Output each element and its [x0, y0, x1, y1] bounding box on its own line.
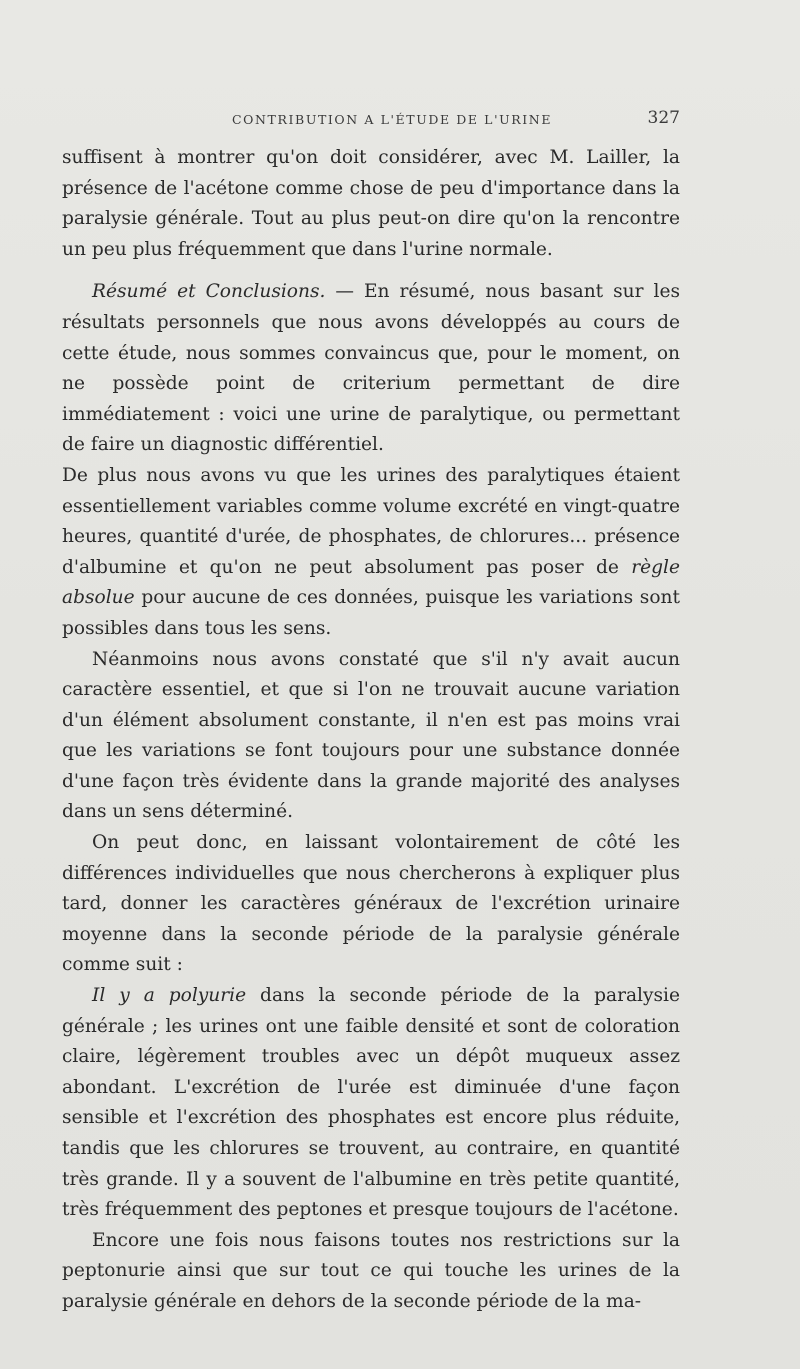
- emphasis-polyurie: Il y a polyurie: [92, 985, 247, 1007]
- paragraph-neanmoins: [62, 645, 680, 829]
- paragraph-text: De plus nous avons vu que les urines des paralytiques étaient essentiellement variables comme volume excrété en vingt-quatre heures, quantité d'urée, de phosphates, de chlorures... présence d'albumine et qu'on ne peut absolument pas poser de: [62, 464, 680, 578]
- paragraph-resume: [62, 277, 680, 461]
- paragraph-text: — En résumé, nous basant sur les résultats personnels que nous avons développés au cours de cette étude, nous sommes convaincus que, pour le moment, on ne possède point de criterium permettant de dire immédiatement : voici une urine de paralytique, ou permettant de faire un diagnostic différentiel.: [62, 281, 681, 456]
- paragraph-variability: [62, 461, 680, 645]
- paragraph-text: Néanmoins nous avons constaté que s'il n'y avait aucun caractère essentiel, et que si l'on ne trouvait aucune variation d'un élément absolument constante, il n'en est pas moins vrai que les variations se font toujours pour une substance donnée d'une façon très évidente dans la grande majorité des analyses dans un sens déterminé.: [62, 648, 680, 823]
- paragraph-text: pour aucune de ces données, puisque les variations sont possibles dans tous les sens.: [62, 587, 680, 639]
- paragraph-general-characters: [62, 828, 680, 981]
- section-heading-resume: Résumé et Conclusions.: [92, 281, 326, 303]
- paragraph-text: Encore une fois nous faisons toutes nos restrictions sur la peptonurie ainsi que sur tout ce qui touche les urines de la paralysie générale en dehors de la seconde période de la ma-: [62, 1229, 680, 1312]
- page-number: 327: [647, 108, 680, 128]
- paragraph-text: suffisent à montrer qu'on doit considérer, avec M. Lailler, la présence de l'acétone comme chose de peu d'importance dans la paralysie générale. Tout au plus peut-on dire qu'on la rencontre un peu plus fréquemment que dans l'urine normale.: [62, 147, 680, 260]
- emphasis-regle-absolue: règle absolue: [62, 556, 680, 609]
- running-head: [62, 108, 680, 132]
- running-title: CONTRIBUTION A L'ÉTUDE DE L'URINE: [232, 112, 553, 127]
- paragraph-text: dans la seconde période de la paralysie générale ; les urines ont une faible densité et sont de coloration claire, légèrement troubles avec un dépôt muqueux assez abondant. L'excrétion de l'urée est diminuée d'une façon sensible et l'excrétion des phosphates est encore plus réduite, tandis que les chlorures se trouvent, au contraire, en quantité très grande. Il y a souvent de l'albumine en très petite quantité, très fréquemment des peptones et presque toujours de l'acétone.: [62, 985, 680, 1221]
- paragraph-text: On peut donc, en laissant volontairement de côté les différences individuelles que nous chercherons à expliquer plus tard, donner les caractères généraux de l'excrétion urinaire moyenne dans la seconde période de la paralysie générale comme suit :: [62, 832, 680, 976]
- paragraph-polyurie: [62, 981, 680, 1226]
- body-text: [62, 143, 680, 1318]
- paragraph-acetone-conclusion: [62, 143, 680, 265]
- paragraph-restrictions: [62, 1226, 680, 1318]
